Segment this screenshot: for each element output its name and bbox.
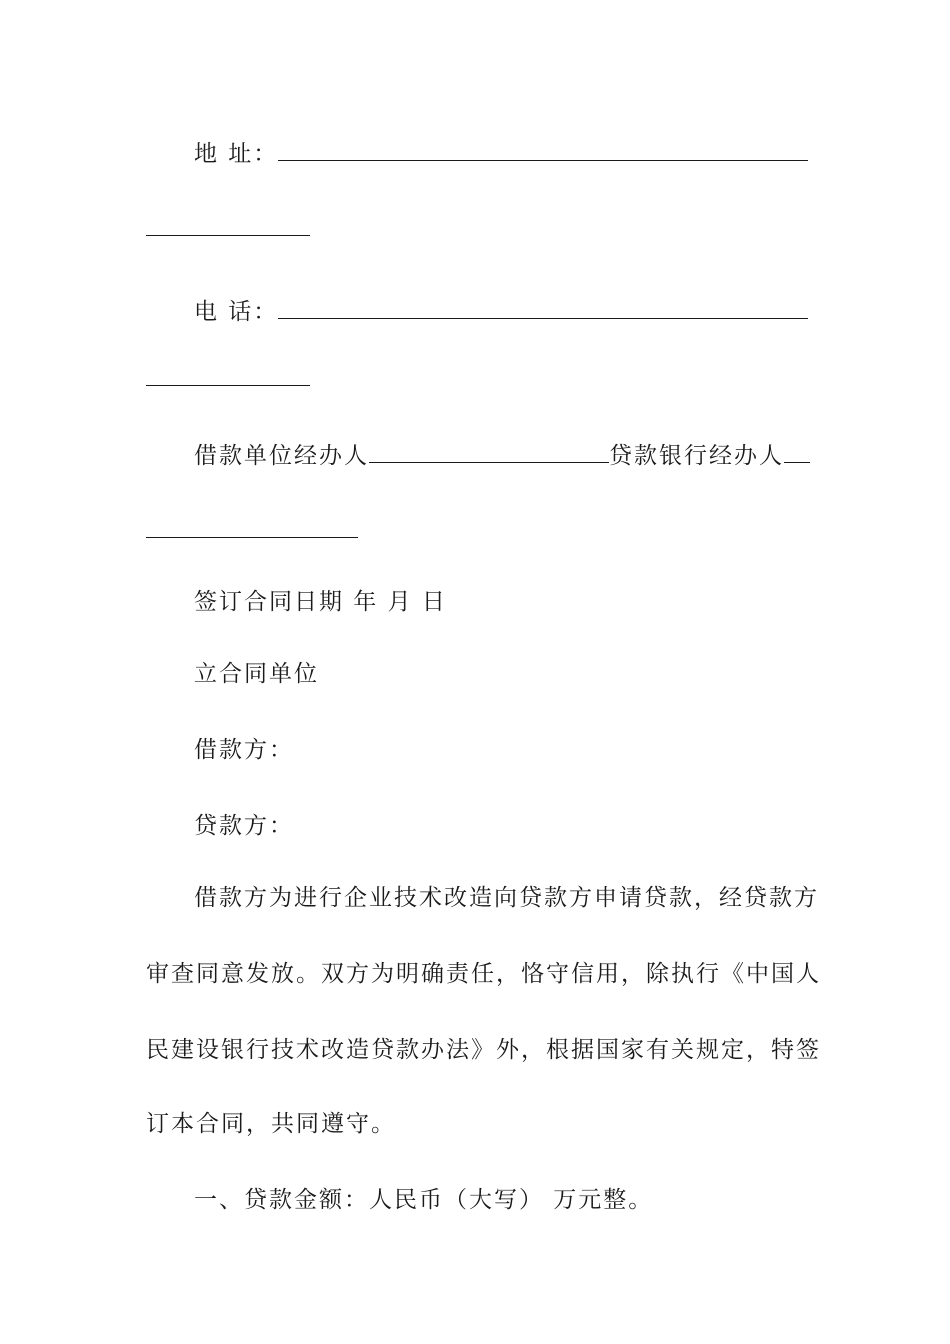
paragraph-line-3: 民建设银行技术改造贷款办法》外，根据国家有关规定，特签 [146, 1037, 821, 1063]
paragraph-line-2: 审查同意发放。双方为明确责任，恪守信用，除执行《中国人 [146, 961, 821, 987]
borrower-agent-blank[interactable] [369, 438, 609, 463]
phone-row [194, 294, 808, 328]
bank-agent-blank-continued[interactable] [146, 536, 358, 538]
parties-heading: 立合同单位 [194, 661, 319, 687]
agents-row [194, 438, 810, 472]
borrower-line: 借款方： [194, 737, 294, 763]
bank-agent-blank[interactable] [784, 438, 810, 463]
lender-line: 贷款方： [194, 813, 294, 839]
bank-agent-label: 贷款银行经办人 [609, 443, 784, 469]
phone-label: 电 话： [194, 299, 279, 325]
phone-blank[interactable] [278, 294, 808, 319]
borrower-agent-label: 借款单位经办人 [194, 443, 369, 469]
phone-blank-continued[interactable] [146, 384, 310, 386]
address-label: 地 址： [194, 141, 279, 167]
address-blank[interactable] [278, 136, 808, 161]
clause-1-loan-amount: 一、贷款金额：人民币（大写） 万元整。 [194, 1187, 654, 1213]
address-row [194, 136, 808, 170]
paragraph-line-4: 订本合同，共同遵守。 [146, 1111, 396, 1137]
paragraph-line-1: 借款方为进行企业技术改造向贷款方申请贷款，经贷款方 [194, 885, 819, 911]
address-blank-continued[interactable] [146, 234, 310, 236]
sign-date: 签订合同日期 年 月 日 [194, 589, 447, 615]
